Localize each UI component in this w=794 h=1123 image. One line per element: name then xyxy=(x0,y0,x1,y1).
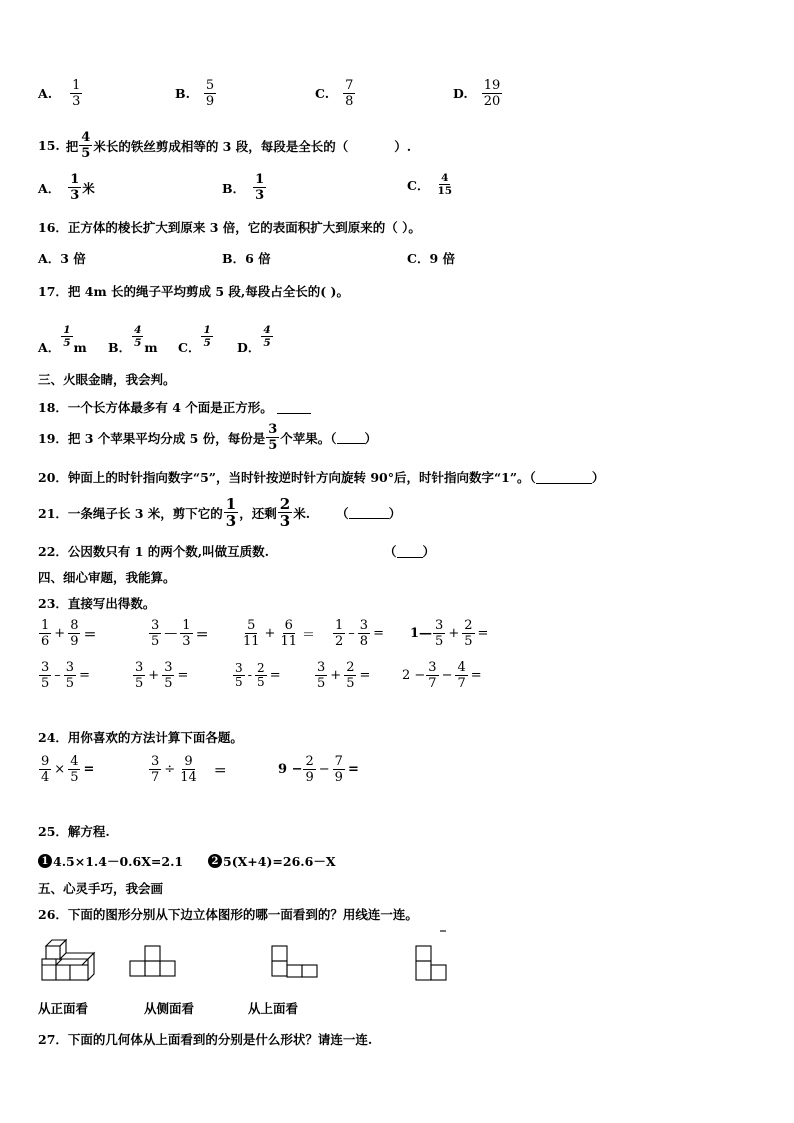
q25-title: 25．解方程. xyxy=(38,824,110,839)
fraction: $\frac{3}{7}$ xyxy=(151,754,160,785)
view-shape-2 xyxy=(270,944,320,980)
fraction: $\frac{3}{5}$ xyxy=(41,660,50,691)
q23-row1-item2: $\frac{3}{5}$ — $\frac{1}{3}$ ＝ xyxy=(151,618,209,649)
answer-blank[interactable] xyxy=(337,431,365,444)
fraction: $\frac{1}{2}$ xyxy=(335,618,344,649)
q16-option-a: A．3 倍 xyxy=(38,251,86,266)
q15-option-a: A． $\frac{1}{3}$ 米 xyxy=(38,172,95,203)
fraction: $\frac{8}{9}$ xyxy=(70,618,79,649)
q15-question: 15. 把 $\frac{4}{5}$ 米长的铁丝剪成相等的 3 段，每段是全长的（ ）. xyxy=(38,130,412,161)
fraction: $\frac{4}{7}$ xyxy=(457,660,466,691)
q16-option-c: C．9 倍 xyxy=(407,251,455,266)
q23-row2-item2: $\frac{3}{5}$ + $\frac{3}{5}$ = xyxy=(135,660,189,691)
q24-item2: $\frac{3}{7}$ ÷ $\frac{9}{14}$ ＝ xyxy=(151,754,227,785)
fraction: $\frac{3}{5}$ xyxy=(268,422,278,453)
q24-item1: $\frac{9}{4}$ × $\frac{4}{5}$ = xyxy=(41,754,95,785)
q23-row1-item4: $\frac{1}{2}$ – $\frac{3}{8}$ = xyxy=(335,618,384,649)
fraction: $\frac{2}{5}$ xyxy=(346,660,355,691)
section-5-heading: 五、心灵手巧，我会画 xyxy=(38,881,164,896)
q14-option-d xyxy=(453,78,503,109)
q16-question: 16．正方体的棱长扩大到原来 3 倍，它的表面积扩大到原来的（ ）。 xyxy=(38,220,421,235)
answer-blank[interactable] xyxy=(397,545,423,558)
q24-item3: 9 − $\frac{2}{9}$ − $\frac{7}{9}$ = xyxy=(278,754,359,785)
q17-question: 17．把 4m 长的绳子平均剪成 5 段,每段占全长的( )。 xyxy=(38,284,349,299)
fraction: $\frac{3}{5}$ xyxy=(151,618,160,649)
view-label-side: 从侧面看 xyxy=(144,1001,195,1016)
view-label-top: 从上面看 xyxy=(248,1001,299,1016)
option-label: C. xyxy=(315,86,330,101)
q14-option-b xyxy=(175,78,217,109)
fraction: $\frac{2}{5}$ xyxy=(257,661,265,689)
q17-option-d: D． $\frac{4}{5}$ xyxy=(237,323,271,355)
fraction: $\frac{1}{3}$ xyxy=(72,78,81,109)
q27-title: 27．下面的几何体从上面看到的分别是什么形状？请连一连. xyxy=(38,1032,373,1047)
q23-row1-item1: $\frac{1}{6}$ + $\frac{8}{9}$ ＝ xyxy=(41,618,97,649)
q22-question: 22．公因数只有 1 的两个数,叫做互质数. xyxy=(38,544,270,559)
q25-equation-1: 1 4.5×1.4－0.6X=2.1 xyxy=(38,852,183,870)
q25-equation-2: 2 5(X+4)=26.6－X xyxy=(208,852,336,870)
fraction: $\frac{2}{3}$ xyxy=(279,495,291,530)
fraction: $\frac{1}{3}$ xyxy=(182,618,191,649)
q14-option-a xyxy=(38,78,83,109)
fraction: $\frac{3}{8}$ xyxy=(359,618,369,649)
fraction: $\frac{9}{4}$ xyxy=(41,754,50,785)
fraction: $\frac{1}{5}$ xyxy=(63,323,71,349)
fraction: $\frac{5}{11}$ xyxy=(243,618,260,649)
section-3-heading: 三、火眼金睛，我会判。 xyxy=(38,372,176,387)
q22-answer: （ ） xyxy=(384,544,436,559)
q26-title: 26．下面的图形分别从下边立体图形的哪一面看到的？用线连一连。 xyxy=(38,907,418,922)
q18-question: 18．一个长方体最多有 4 个面是正方形。 xyxy=(38,398,311,416)
answer-blank[interactable] xyxy=(277,401,311,414)
q17-option-c: C． $\frac{1}{5}$ xyxy=(178,323,211,355)
fraction: $\frac{2}{5}$ xyxy=(464,618,473,649)
q23-row2-item3: $\frac{3}{5}$ - $\frac{2}{5}$ = xyxy=(235,661,281,689)
fraction: $\frac{3}{5}$ xyxy=(164,660,173,691)
fraction: $\frac{3}{5}$ xyxy=(65,660,75,691)
fraction: $\frac{4}{5}$ xyxy=(134,323,142,349)
q17-option-a: A． $\frac{1}{5}$ m xyxy=(38,323,87,355)
fraction: $\frac{4}{5}$ xyxy=(263,323,271,349)
option-label: D. xyxy=(453,86,468,101)
fraction: $\frac{3}{5}$ xyxy=(317,660,326,691)
q21-question: 21．一条绳子长 3 米，剪下它的 $\frac{1}{3}$ ，还剩 $\frac{2}{3}$ 米. （ ） xyxy=(38,495,402,530)
q23-title: 23．直接写出得数。 xyxy=(38,596,156,611)
fraction: $\frac{4}{5}$ xyxy=(81,130,91,161)
fraction: $\frac{4}{15}$ xyxy=(437,172,453,197)
view-shape-3 xyxy=(412,928,452,984)
q14-option-c xyxy=(315,78,356,109)
q15-option-b: B． $\frac{1}{3}$ xyxy=(222,172,265,203)
q23-row1-item3: $\frac{5}{11}$ + $\frac{6}{11}$ ＝ xyxy=(243,618,316,649)
circled-number: 1 xyxy=(38,854,52,868)
q23-row2-item4: $\frac{3}{5}$ + $\frac{2}{5}$ = xyxy=(317,660,371,691)
q23-row2-item5: 2 − $\frac{3}{7}$ − $\frac{4}{7}$ = xyxy=(402,660,482,691)
fraction: $\frac{3}{7}$ xyxy=(428,660,437,691)
fraction: $\frac{19}{20}$ xyxy=(483,78,501,109)
fraction: $\frac{3}{5}$ xyxy=(235,661,243,689)
fraction: $\frac{1}{3}$ xyxy=(70,172,80,203)
option-label: A. xyxy=(38,86,53,101)
q23-row2-item1: $\frac{3}{5}$ – $\frac{3}{5}$ = xyxy=(41,660,90,691)
cube-stack-figure xyxy=(38,938,102,982)
fraction: $\frac{6}{11}$ xyxy=(280,618,297,649)
fraction: $\frac{7}{8}$ xyxy=(345,78,354,109)
q19-question: 19．把 3 个苹果平均分成 5 份，每份是 $\frac{3}{5}$ 个苹果。（ ） xyxy=(38,422,378,453)
answer-blank[interactable] xyxy=(536,471,592,484)
fraction: $\frac{3}{5}$ xyxy=(435,618,444,649)
fraction: $\frac{3}{5}$ xyxy=(135,660,144,691)
option-label: B. xyxy=(175,86,190,101)
fraction: $\frac{1}{3}$ xyxy=(225,495,237,530)
fraction: $\frac{7}{9}$ xyxy=(334,754,343,785)
section-4-heading: 四、细心审题，我能算。 xyxy=(38,570,176,585)
q17-option-b: B． $\frac{4}{5}$ m xyxy=(108,323,158,355)
q16-option-b: B．6 倍 xyxy=(222,251,271,266)
fraction: $\frac{5}{9}$ xyxy=(205,78,215,109)
view-label-front: 从正面看 xyxy=(38,1001,89,1016)
fraction: $\frac{9}{14}$ xyxy=(180,754,197,785)
fraction: $\frac{1}{6}$ xyxy=(41,618,50,649)
q20-question: 20．钟面上的时针指向数字“5”，当时针按逆时针方向旋转 90°后，时针指向数字“1”。（ ） xyxy=(38,470,605,485)
fraction: $\frac{4}{5}$ xyxy=(70,754,79,785)
fraction: $\frac{1}{3}$ xyxy=(255,172,265,203)
fraction: $\frac{1}{5}$ xyxy=(203,323,211,349)
q23-row1-item5: 1— $\frac{3}{5}$ + $\frac{2}{5}$ = xyxy=(410,618,489,649)
fraction: $\frac{2}{9}$ xyxy=(305,754,314,785)
view-shape-1 xyxy=(129,944,177,980)
answer-blank[interactable] xyxy=(349,506,389,519)
circled-number: 2 xyxy=(208,854,222,868)
q15-option-c: C． $\frac{4}{15}$ xyxy=(407,172,453,197)
q24-title: 24．用你喜欢的方法计算下面各题。 xyxy=(38,730,243,745)
